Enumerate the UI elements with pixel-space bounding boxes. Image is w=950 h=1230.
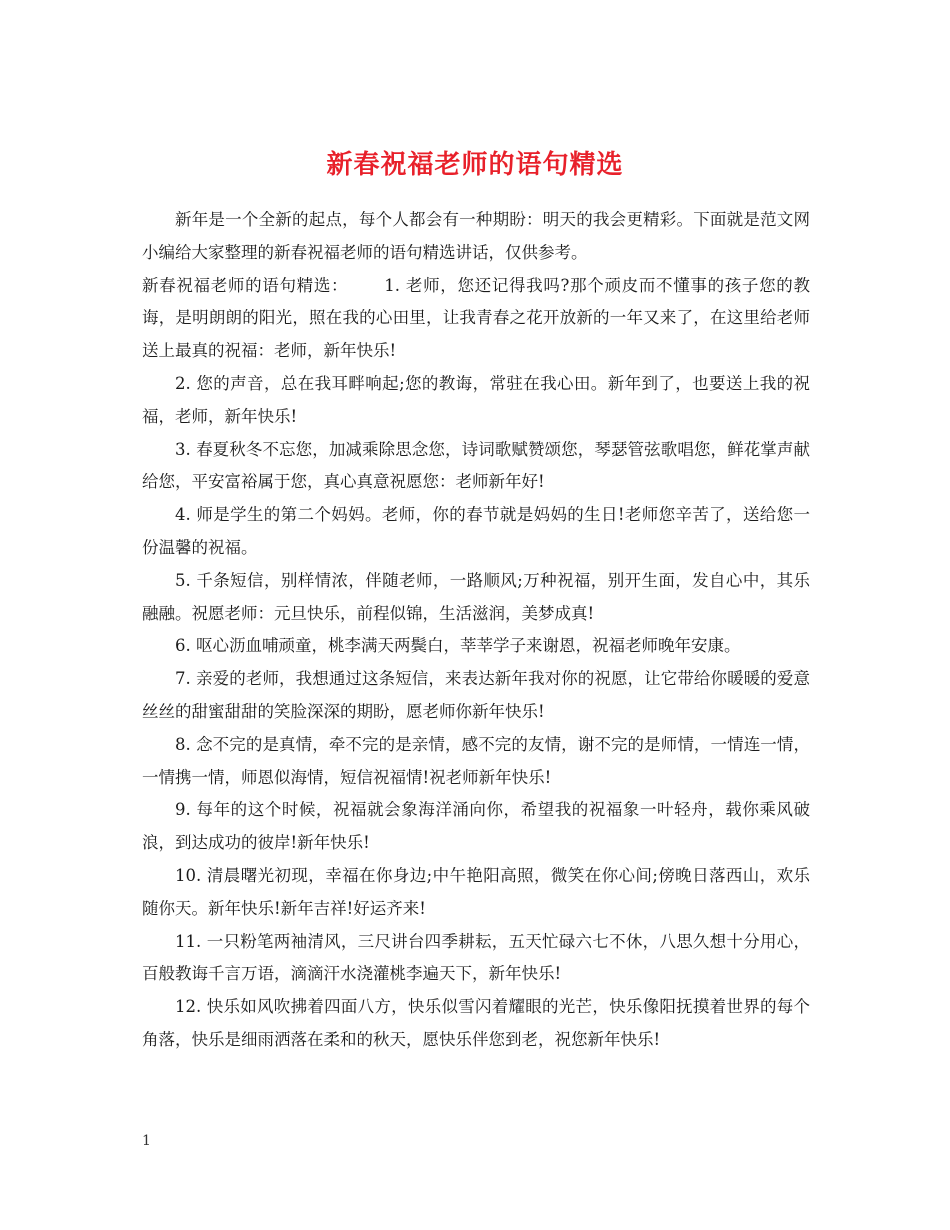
item-paragraph-11: 11. 一只粉笔两袖清风，三尺讲台四季耕耘，五天忙碌六七不休，八思久想十分用心，百般教诲千言万语，滴滴汗水浇灌桃李遍天下，新年快乐!	[142, 931, 810, 984]
item-paragraph-2: 2. 您的声音，总在我耳畔响起;您的教诲，常驻在我心田。新年到了，也要送上我的祝福，老师，新年快乐!	[142, 373, 810, 426]
page-title: 新春祝福老师的语句精选	[326, 150, 624, 181]
item-paragraph-7: 7. 亲爱的老师，我想通过这条短信，来表达新年我对你的祝愿，让它带给你暖暖的爱意丝丝的甜蜜甜甜的笑脸深深的期盼，愿老师你新年快乐!	[142, 669, 810, 721]
item-text-1: 1. 老师，您还记得我吗?那个顽皮而不懂事的孩子您的教诲，是明朗朗的阳光，照在我的心田里，让我青春之花开放新的一年又来了，在这里给老师送上最真的祝福：老师，新年快乐!	[142, 275, 810, 361]
item-paragraph-9: 9. 每年的这个时候，祝福就会象海洋涌向你，希望我的祝福象一叶轻舟，载你乘风破浪，到达成功的彼岸!新年快乐!	[142, 800, 810, 853]
intro-paragraph: 新年是一个全新的起点，每个人都会有一种期盼：明天的我会更精彩。下面就是范文网小编给大家整理的新春祝福老师的语句精选讲话，仅供参考。	[142, 210, 810, 262]
item-paragraph-8: 8. 念不完的是真情，牵不完的是亲情，感不完的友情，谢不完的是师情，一情连一情，一情携一情，师恩似海情，短信祝福情!祝老师新年快乐!	[142, 734, 810, 787]
item-paragraph-6: 6. 呕心沥血哺顽童，桃李满天两鬓白，莘莘学子来谢恩，祝福老师晚年安康。	[175, 636, 741, 656]
item-paragraph-10: 10. 清晨曙光初现，幸福在你身边;中午艳阳高照，微笑在你心间;傍晚日落西山，欢乐随你天。新年快乐!新年吉祥!好运齐来!	[142, 865, 810, 918]
item-paragraph-12: 12. 快乐如风吹拂着四面八方，快乐似雪闪着耀眼的光芒，快乐像阳抚摸着世界的每个角落，快乐是细雨洒落在柔和的秋天，愿快乐伴您到老，祝您新年快乐!	[142, 997, 810, 1049]
document-body	[142, 204, 810, 1057]
item-paragraph-5: 5. 千条短信，别样情浓，伴随老师，一路顺风;万种祝福，别开生面，发自心中，其乐融融。祝愿老师：元旦快乐，前程似锦，生活滋润，美梦成真!	[142, 570, 810, 623]
item-paragraph-1	[142, 270, 810, 368]
page-number: 1	[142, 1133, 151, 1149]
section-label: 新春祝福老师的语句精选：	[142, 275, 349, 295]
item-paragraph-4: 4. 师是学生的第二个妈妈。老师，你的春节就是妈妈的生日!老师您辛苦了，送给您一份温馨的祝福。	[142, 505, 810, 557]
item-paragraph-3: 3. 春夏秋冬不忘您，加减乘除思念您，诗词歌赋赞颂您，琴瑟管弦歌唱您，鲜花掌声献给您，平安富裕属于您，真心真意祝愿您：老师新年好!	[142, 439, 810, 492]
